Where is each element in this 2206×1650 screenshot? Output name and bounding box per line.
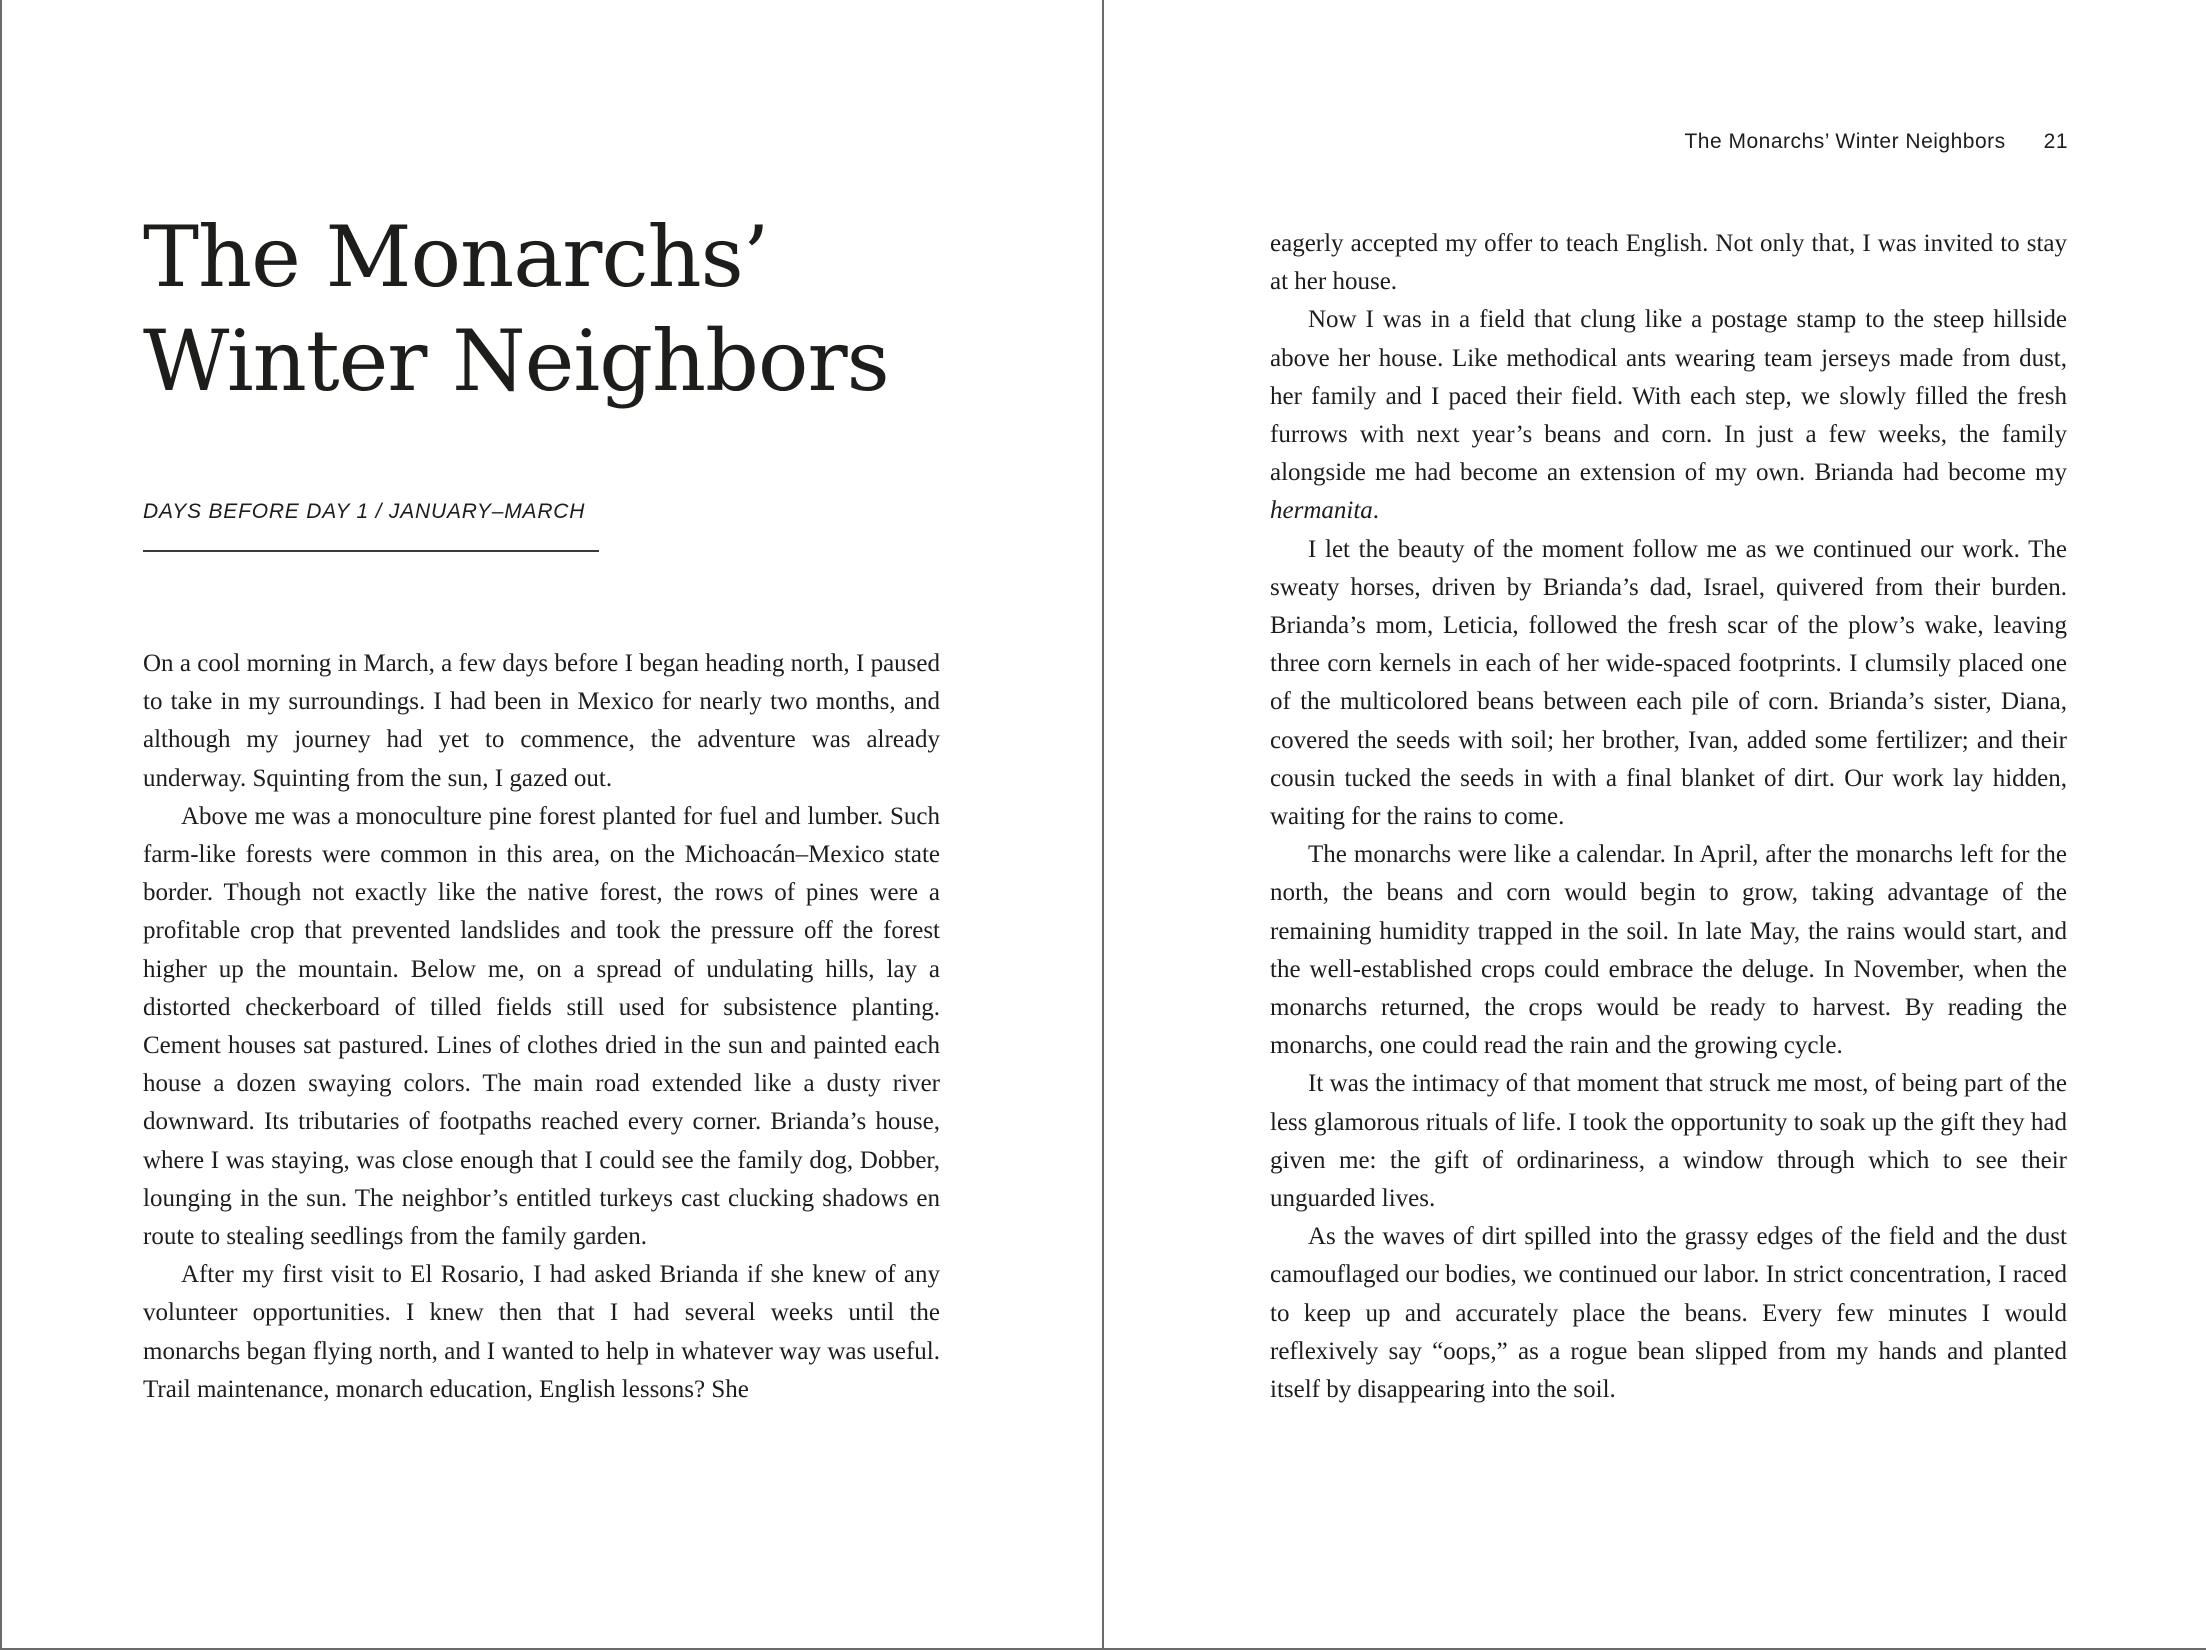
- right-paragraph-1: eagerly accepted my offer to teach English. Not only that, I was invited to stay at her house.: [1270, 230, 2067, 296]
- running-head: [1684, 130, 2068, 154]
- chapter-title-line-1: The Monarchs’: [143, 208, 769, 306]
- running-head-title: The Monarchs’ Winter Neighbors: [1684, 130, 2006, 153]
- right-paragraph-2: [1270, 301, 2067, 530]
- left-paragraph-3: After my first visit to El Rosario, I had asked Brianda if she knew of any volunteer opportunities. I knew then that I had several weeks until the monarchs began flying north, and I wanted to help in whatever way was useful. Trail maintenance, monarch education, English lessons? She: [143, 1261, 940, 1403]
- chapter-kicker: DAYS BEFORE DAY 1 / JANUARY–MARCH: [143, 500, 586, 523]
- right-paragraph-5: It was the intimacy of that moment that struck me most, of being part of the less glamorous rituals of life. I took the opportunity to soak up the gift they had given me: the gift of ordinariness, a window through which to see their unguarded lives.: [1270, 1070, 2067, 1213]
- left-body-text: [143, 645, 940, 1409]
- right-paragraph-2-text: Now I was in a field that clung like a postage stamp to the steep hillside above her house. Like methodical ants wearing team jerseys made from dust, her family and I paced their field. With each step, we slowly filled the fresh furrows with next year’s beans and corn. In just a few weeks, the family alongside me had become an extension of my own. Brianda had become my: [1270, 306, 2067, 487]
- hermanita-italic: hermanita: [1270, 497, 1373, 525]
- right-page: [1104, 0, 2206, 1650]
- left-paragraph-1: On a cool morning in March, a few days before I began heading north, I paused to take in my surroundings. I had been in Mexico for nearly two months, and although my journey had yet to commence, the adventure was already underway. Squinting from the sun, I gazed out.: [143, 650, 940, 792]
- chapter-title: [143, 205, 1043, 413]
- page-number: 21: [2043, 130, 2068, 153]
- left-page: [4, 0, 1102, 1650]
- left-paragraph-2: Above me was a monoculture pine forest planted for fuel and lumber. Such farm-like forests were common in this area, on the Michoacán–Mexico state border. Though not exactly like the native forest, the rows of pines were a profitable crop that prevented landslides and took the pressure off the forest higher up the mountain. Below me, on a spread of undulating hills, lay a distorted checkerboard of tilled fields still used for subsistence planting. Cement houses sat pastured. Lines of clothes dried in the sun and painted each house a dozen swaying colors. The main road extended like a dusty river downward. Its tributaries of footpaths reached every corner. Brianda’s house, where I was staying, was close enough that I could see the family dog, Dobber, lounging in the sun. The neighbor’s entitled turkeys cast clucking shadows en route to stealing seedlings from the family garden.: [143, 802, 940, 1251]
- kicker-rule: [143, 550, 599, 552]
- right-paragraph-4: The monarchs were like a calendar. In April, after the monarchs left for the north, the beans and corn would begin to grow, taking advantage of the remaining humidity trapped in the soil. In late May, the rains would start, and the well-established crops could embrace the deluge. In November, when the monarchs returned, the crops would be ready to harvest. By reading the monarchs, one could read the rain and the growing cycle.: [1270, 841, 2067, 1060]
- right-body-text: [1270, 225, 2067, 1409]
- right-paragraph-6: As the waves of dirt spilled into the grassy edges of the field and the dust camouflaged our bodies, we continued our labor. In strict concentration, I raced to keep up and accurately place the beans. Every few minutes I would reflexively say “oops,” as a rogue bean slipped from my hands and planted itself by disappearing into the soil.: [1270, 1223, 2067, 1404]
- right-paragraph-3: I let the beauty of the moment follow me as we continued our work. The sweaty horses, driven by Brianda’s dad, Israel, quivered from their burden. Brianda’s mom, Leticia, followed the fresh scar of the plow’s wake, leaving three corn kernels in each of her wide-spaced footprints. I clumsily placed one of the multicolored beans between each pile of corn. Brianda’s sister, Diana, covered the seeds with soil; her brother, Ivan, added some fertilizer; and their cousin tucked the seeds in with a final blanket of dirt. Our work lay hidden, waiting for the rains to come.: [1270, 535, 2067, 831]
- chapter-title-line-2: Winter Neighbors: [143, 312, 889, 410]
- right-paragraph-2-end: .: [1372, 497, 1380, 525]
